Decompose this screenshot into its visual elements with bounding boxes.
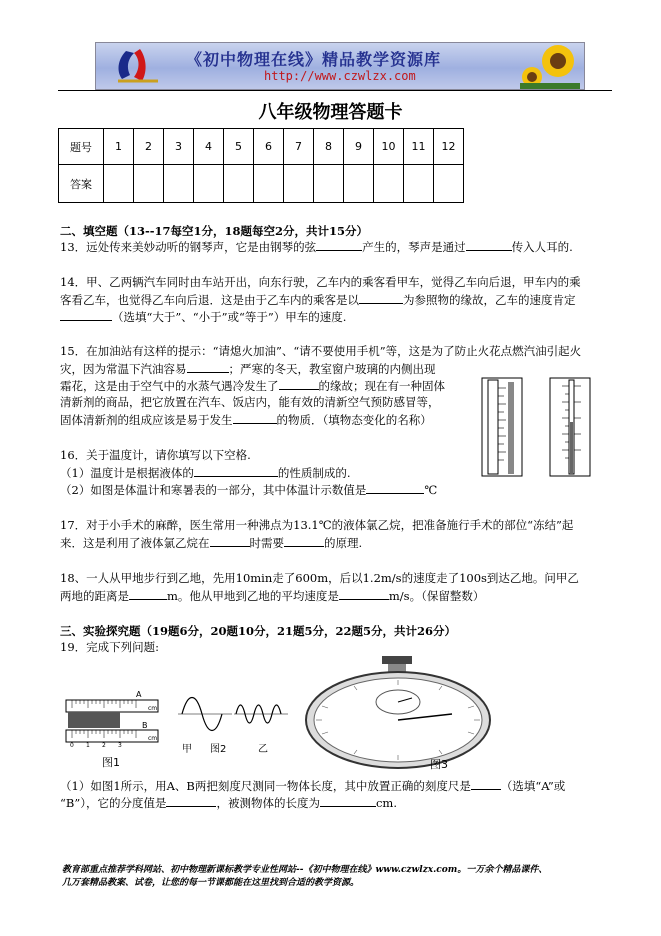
question-number: 4 <box>194 129 224 165</box>
question-number: 6 <box>254 129 284 165</box>
q15-blank-1[interactable] <box>187 361 229 373</box>
question-15-line2 <box>60 361 436 377</box>
question-13 <box>60 239 573 255</box>
answer-cell[interactable] <box>104 165 134 203</box>
question-18-line2 <box>60 588 484 604</box>
q17-text: 来．这是利用了液体氯乙烷在 <box>60 536 210 550</box>
answer-cell[interactable] <box>284 165 314 203</box>
q15-text: ；严寒的冬天，教室窗户玻璃的内侧出现 <box>228 362 436 376</box>
answer-cell[interactable] <box>404 165 434 203</box>
question-19-title: 19．完成下列问题: <box>60 640 160 654</box>
sunflower-icon <box>520 43 580 89</box>
question-14-line3 <box>60 309 346 325</box>
q16-text: （1）温度计是根据液体的 <box>60 466 194 480</box>
question-17-line2 <box>60 535 362 551</box>
q15-text: 霜花，这是由于空气中的水蒸气遇冷发生了 <box>60 379 279 393</box>
q13-blank-1[interactable] <box>316 239 362 251</box>
q15-text: 的物质．（填物态变化的名称） <box>276 413 432 427</box>
question-number: 9 <box>344 129 374 165</box>
question-16-line3 <box>60 482 437 498</box>
answer-cell[interactable] <box>314 165 344 203</box>
q13-text: 传入人耳的. <box>511 240 573 254</box>
question-15-line4: 清新剂的商品，把它放置在汽车、饭店内，能有效的清新空气预防感冒等， <box>60 395 440 409</box>
question-19-1-line1 <box>60 778 565 794</box>
question-number: 3 <box>164 129 194 165</box>
q16-text: （2）如图是体温计和寒暑表的一部分，其中体温计示数值是 <box>60 483 367 497</box>
question-number: 12 <box>434 129 464 165</box>
ruler-unit: cm <box>148 735 158 742</box>
answer-cell[interactable] <box>374 165 404 203</box>
ruler-tick: 3 <box>118 742 122 749</box>
q16-blank-1[interactable] <box>194 465 278 477</box>
answer-cell[interactable] <box>224 165 254 203</box>
answer-cell[interactable] <box>344 165 374 203</box>
q19-blank-3[interactable] <box>320 795 376 807</box>
page-title: 八年级物理答题卡 <box>258 102 403 123</box>
footer-line-1: 教育部重点推荐学科网站、初中物理新课标教学专业性网站--《初中物理在线》www.czwlzx.com。一万余个精品课件、 <box>62 865 548 875</box>
thermometer-figure <box>466 362 602 492</box>
footer-line-2: 几万套精品教案、试卷，让您的每一节课都能在这里找到合适的教学资源。 <box>62 878 360 888</box>
q14-text: （选填“大于”、“小于”或“等于”）甲车的速度. <box>112 310 347 324</box>
question-15-line5 <box>60 412 432 428</box>
figure-1-caption: 图1 <box>102 756 120 769</box>
table-header-label: 题号 <box>59 129 104 165</box>
question-19-1-line2 <box>60 795 397 811</box>
question-15-line3 <box>60 378 445 394</box>
question-16-line2 <box>60 465 350 481</box>
ruler-b-label: B <box>142 721 148 730</box>
q17-blank-1[interactable] <box>210 535 250 547</box>
question-14-line1: 14．甲、乙两辆汽车同时由车站开出，向东行驶，乙车内的乘客看甲车，觉得乙车向后退，甲车内的乘 <box>60 275 581 289</box>
q14-blank-1[interactable] <box>359 292 403 304</box>
logo-icon <box>104 45 174 87</box>
ruler-tick: 0 <box>70 742 74 749</box>
header-rule <box>58 90 612 91</box>
q18-text: m。他从甲地到乙地的平均速度是 <box>167 589 339 603</box>
q16-text: ℃ <box>424 483 438 497</box>
question-17-line1: 17．对于小手术的麻醉，医生常用一种沸点为13.1℃的液体氯乙烷，把准备施行手术的部位“冻结”起 <box>60 518 574 532</box>
ruler-tick: 1 <box>86 742 90 749</box>
q18-blank-2[interactable] <box>339 588 389 600</box>
q18-blank-1[interactable] <box>129 588 167 600</box>
q17-text: 的原理. <box>324 536 363 550</box>
figure-2-waves <box>176 692 290 764</box>
q13-blank-2[interactable] <box>466 239 512 251</box>
q14-text: 客看乙车，也觉得乙车向后退．这是由于乙车内的乘客是以 <box>60 293 359 307</box>
question-number: 1 <box>104 129 134 165</box>
figure-3-stopwatch <box>302 654 494 772</box>
answer-cell[interactable] <box>254 165 284 203</box>
answer-label: 答案 <box>59 165 104 203</box>
question-16-line1: 16．关于温度计，请你填写以下空格. <box>60 448 251 462</box>
q19-text: （1）如图1所示，用A、B两把刻度尺测同一物体长度，其中放置正确的刻度尺是 <box>60 779 471 793</box>
ruler-unit: cm <box>148 705 158 712</box>
banner-title: 《初中物理在线》精品教学资源库 <box>186 50 442 69</box>
q15-blank-2[interactable] <box>279 378 319 390</box>
banner-url: http://www.czwlzx.com <box>264 69 416 83</box>
q18-text: m/s。（保留整数） <box>388 589 485 603</box>
question-number: 2 <box>134 129 164 165</box>
answer-cell[interactable] <box>434 165 464 203</box>
q15-text: 的缘故；现在有一种固体 <box>318 379 445 393</box>
q19-text: ，被测物体的长度为 <box>216 796 320 810</box>
q19-blank-2[interactable] <box>166 795 216 807</box>
question-number: 8 <box>314 129 344 165</box>
figure-2-caption: 图2 <box>210 744 227 755</box>
header-banner <box>95 42 585 90</box>
wave-jia-label: 甲 <box>182 744 192 755</box>
wave-yi-label: 乙 <box>258 744 268 755</box>
q16-blank-2[interactable] <box>366 482 424 494</box>
q17-text: 时需要 <box>249 536 284 550</box>
q18-text: 两地的距离是 <box>60 589 129 603</box>
q14-text: 为参照物的缘故，乙车的速度肯定 <box>403 293 576 307</box>
q13-text: 产生的，琴声是通过 <box>362 240 466 254</box>
ruler-tick: 2 <box>102 742 106 749</box>
q15-text: 固体清新剂的组成应该是易于发生 <box>60 413 233 427</box>
question-number: 7 <box>284 129 314 165</box>
question-number: 5 <box>224 129 254 165</box>
q17-blank-2[interactable] <box>284 535 324 547</box>
question-18-line1: 18、一人从甲地步行到乙地，先用10min走了600m，后以1.2m/s的速度走了100s到达乙地。问甲乙 <box>60 571 579 585</box>
q19-text: （选填“A”或 <box>500 779 566 793</box>
question-15-line1: 15．在加油站有这样的提示：“请熄火加油”、“请不要使用手机”等，这是为了防止火花点燃汽油引起火 <box>60 344 582 358</box>
q19-blank-1[interactable] <box>471 778 501 790</box>
q19-text: cm. <box>375 796 397 810</box>
question-number: 10 <box>374 129 404 165</box>
q15-text: 灾，因为常温下汽油容易 <box>60 362 187 376</box>
answer-cell[interactable] <box>134 165 164 203</box>
q14-blank-2[interactable] <box>60 309 112 321</box>
q19-text: “B”），它的分度值是 <box>60 796 167 810</box>
answer-table <box>58 128 464 203</box>
question-number: 11 <box>404 129 434 165</box>
page-footer <box>62 864 547 890</box>
figure-3-caption: 图3 <box>430 758 448 771</box>
question-14-line2 <box>60 292 576 308</box>
q15-blank-3[interactable] <box>233 412 277 424</box>
answer-cell[interactable] <box>194 165 224 203</box>
section3-heading: 三、实验探究题（19题6分，20题10分，21题5分，22题5分，共计26分） <box>60 624 457 638</box>
section2-heading: 二、填空题（13--17每空1分，18题每空2分，共计15分） <box>60 224 369 238</box>
figure-1-rulers <box>62 688 166 770</box>
ruler-a-label: A <box>136 690 142 699</box>
q13-text: 13．远处传来美妙动听的钢琴声，它是由钢琴的弦 <box>60 240 317 254</box>
answer-cell[interactable] <box>164 165 194 203</box>
q16-text: 的性质制成的. <box>277 466 351 480</box>
